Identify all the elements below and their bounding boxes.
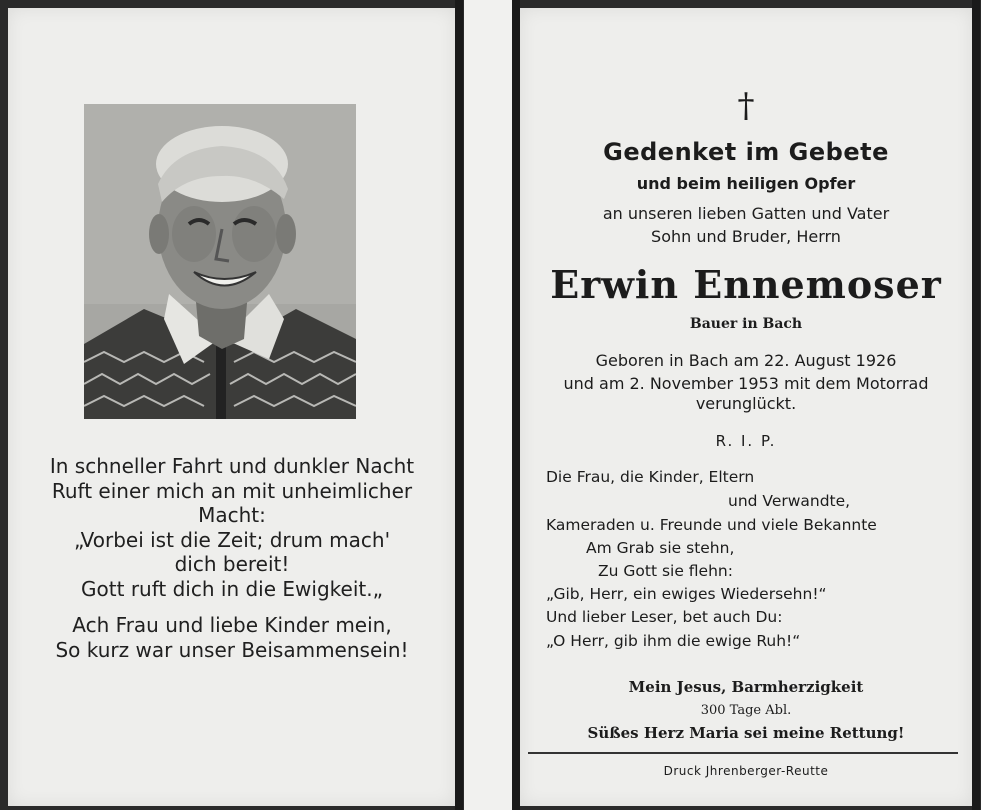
poem-line: In schneller Fahrt und dunkler Nacht — [49, 454, 415, 478]
verse-line: Am Grab sie stehn, — [586, 539, 735, 557]
portrait-photo — [84, 104, 356, 419]
prayer-line: Süßes Herz Maria sei meine Rettung! — [587, 724, 905, 742]
poem-line: dich bereit! — [174, 552, 290, 576]
card-border — [972, 0, 980, 810]
right-card — [520, 8, 972, 806]
verse-line: und Verwandte, — [728, 492, 851, 510]
indulgence-line: 300 Tage Abl. — [700, 703, 792, 718]
poem-line: Ach Frau und liebe Kinder mein, — [72, 613, 392, 637]
cross-icon: † — [737, 86, 755, 126]
verse-line: Und lieber Leser, bet auch Du: — [546, 608, 783, 626]
page-title: Gedenket im Gebete — [603, 138, 889, 166]
life-dates-line: und am 2. November 1953 mit dem Motorrad — [563, 374, 929, 393]
dedication-line: Sohn und Bruder, Herrn — [651, 227, 841, 246]
prayer-line: Mein Jesus, Barmherzigkeit — [628, 678, 864, 696]
poem-line: So kurz war unser Beisammensein! — [55, 637, 409, 662]
dedication-line: an unseren lieben Gatten und Vater — [602, 204, 890, 223]
poem-line: Macht: — [198, 503, 266, 527]
card-divider — [512, 0, 520, 810]
life-dates-line: Geboren in Bach am 22. August 1926 — [595, 351, 897, 370]
printer-credit: Druck Jhrenberger-Reutte — [663, 764, 829, 778]
verse-line: Die Frau, die Kinder, Eltern — [546, 468, 755, 486]
verse-line: „Gib, Herr, ein ewiges Wiedersehn!“ — [546, 585, 827, 603]
verse-line: Kameraden u. Freunde und viele Bekannte — [546, 516, 877, 534]
occupation: Bauer in Bach — [689, 316, 803, 332]
memorial-poem — [22, 454, 442, 662]
poem-line: Gott ruft dich in die Ewigkeit.„ — [81, 576, 383, 601]
divider — [528, 752, 958, 754]
poem-line: „Vorbei ist die Zeit; drum mach' — [73, 527, 391, 552]
fold-strip — [464, 0, 512, 810]
verse-line: Zu Gott sie flehn: — [598, 562, 733, 580]
poem-line: Ruft einer mich an mit unheimlicher — [51, 478, 413, 503]
deceased-name: Erwin Ennemoser — [550, 262, 942, 307]
subtitle: und beim heiligen Opfer — [636, 174, 856, 193]
rip-text: R. I. P. — [715, 432, 777, 450]
left-card — [8, 8, 455, 806]
verse-line: „O Herr, gib ihm die ewige Ruh!“ — [546, 632, 801, 650]
life-dates-line: verunglückt. — [695, 394, 797, 413]
card-divider — [455, 0, 463, 810]
